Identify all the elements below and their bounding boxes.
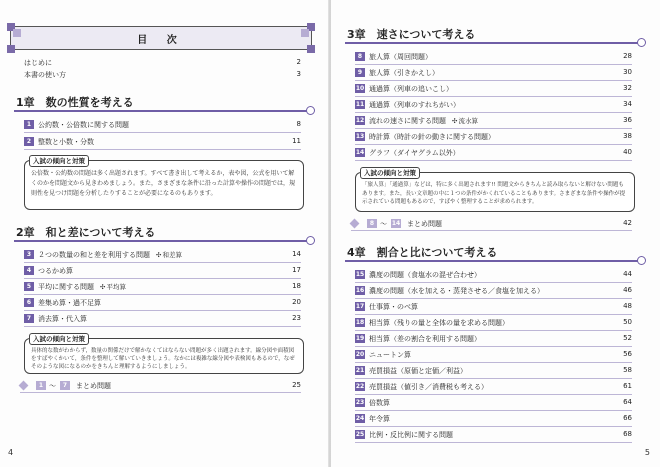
toc-row[interactable] — [355, 284, 632, 299]
topic-number: 4 — [24, 266, 34, 275]
topic-number: 18 — [355, 319, 365, 326]
topic-number: 24 — [355, 415, 365, 422]
tendency-heading: 入試の傾向と対策 — [29, 155, 89, 167]
topic-number: 19 — [355, 335, 365, 342]
topic-label: 売買損益（原価と定価／利益） — [369, 367, 467, 375]
toc-title-box — [10, 26, 312, 50]
topic-number: 5 — [24, 282, 34, 291]
toc-row[interactable] — [24, 248, 301, 263]
toc-row[interactable] — [355, 50, 632, 65]
toc-row[interactable] — [355, 300, 632, 315]
topic-number: 13 — [355, 133, 365, 140]
topic-label: 整数と小数・分数 — [38, 138, 94, 146]
topic-number: 20 — [355, 351, 365, 358]
toc-row[interactable] — [355, 114, 632, 129]
topic-label: つるかめ算 — [38, 267, 73, 275]
topic-label: 濃度の問題（水を加える・蒸発させる／食塩を加える） — [369, 287, 544, 295]
topic-label: 旅人算（周回問題） — [369, 53, 432, 61]
toc-row[interactable] — [355, 82, 632, 97]
toc-row[interactable] — [355, 364, 632, 379]
summary-from: 1 — [36, 381, 46, 390]
topic-page: 18 — [292, 282, 301, 290]
chapter-heading — [14, 224, 319, 242]
summary-label: まとめ問題 — [76, 382, 111, 390]
topic-label: 相当算（差の割合を利用する問題） — [369, 335, 481, 343]
topic-page: 52 — [623, 334, 632, 342]
topic-label: 売買損益（値引き／消費税も考える） — [369, 383, 488, 391]
topic-number: 8 — [355, 52, 365, 61]
topic-number: 1 — [24, 120, 34, 129]
chapter-title: 1章 数の性質を考える — [16, 96, 134, 109]
page-number: 5 — [644, 448, 650, 457]
topic-page: 66 — [623, 414, 632, 422]
topic-number: 15 — [355, 271, 365, 278]
chapter-rule — [14, 240, 309, 242]
topic-number: 23 — [355, 399, 365, 406]
chapter-rule-dot — [637, 256, 646, 265]
method-badge: ✣ 平均算 — [100, 283, 126, 291]
left-page — [0, 0, 329, 467]
topic-label: 消去算・代入算 — [38, 315, 87, 323]
topic-number: 22 — [355, 383, 365, 390]
topic-label: 濃度の問題（食塩水の混ぜ合わせ） — [369, 271, 481, 279]
topic-label: ニュートン算 — [369, 351, 411, 359]
tendency-heading: 入試の傾向と対策 — [29, 333, 89, 345]
topic-label: 通過算（列車の追いこし） — [369, 85, 453, 93]
toc-row[interactable] — [24, 280, 301, 295]
corner-square — [307, 45, 315, 53]
topic-number: 9 — [355, 68, 365, 77]
row-page: 3 — [296, 70, 301, 78]
toc-row[interactable] — [355, 146, 632, 161]
topic-number: 2 — [24, 137, 34, 146]
topic-label — [369, 116, 478, 126]
topic-label-text: 流れの速さに関する問題 — [369, 117, 446, 125]
tendency-box — [355, 169, 635, 212]
topic-page: 28 — [623, 52, 632, 60]
chapter-title: 3章 速さについて考える — [347, 28, 476, 41]
topic-label — [38, 282, 126, 292]
topic-page: 36 — [623, 116, 632, 124]
chapter-rule-dot — [306, 106, 315, 115]
toc-row[interactable] — [355, 66, 632, 81]
summary-page: 25 — [292, 381, 301, 389]
toc-row[interactable] — [24, 296, 301, 311]
chapter-title: 4章 割合と比について考える — [347, 246, 498, 259]
topic-number: 7 — [24, 314, 34, 323]
topic-page: 56 — [623, 350, 632, 358]
topic-page: 14 — [292, 250, 301, 258]
topic-page: 48 — [623, 302, 632, 310]
toc-row[interactable] — [355, 428, 632, 443]
topic-page: 68 — [623, 430, 632, 438]
summary-to: 7 — [60, 381, 70, 390]
chapter-rule — [14, 110, 309, 112]
topic-number: 12 — [355, 117, 365, 124]
topic-number: 6 — [24, 298, 34, 307]
chapter-rule-dot — [306, 236, 315, 245]
topic-number: 14 — [355, 149, 365, 156]
chapter-heading — [345, 26, 650, 44]
topic-label: 年令算 — [369, 415, 390, 423]
topic-page: 50 — [623, 318, 632, 326]
topic-label — [38, 250, 182, 260]
summary-from: 8 — [367, 219, 377, 228]
toc-row[interactable] — [355, 332, 632, 347]
toc-row[interactable] — [355, 380, 632, 395]
page-title: 目 次 — [137, 35, 185, 46]
row-page: 2 — [296, 58, 301, 66]
right-page — [331, 0, 660, 467]
topic-page: 58 — [623, 366, 632, 374]
chapter-title: 2章 和と差について考える — [16, 226, 156, 239]
topic-page: 20 — [292, 298, 301, 306]
tendency-box — [24, 335, 304, 374]
chapter-rule-dot — [637, 38, 646, 47]
topic-label: 通過算（列車のすれちがい） — [369, 101, 460, 109]
topic-label: 相当算（残りの量と全体の量を求める問題） — [369, 319, 509, 327]
summary-page: 42 — [623, 219, 632, 227]
summary-to: 14 — [391, 220, 401, 227]
topic-page: 64 — [623, 398, 632, 406]
topic-page: 11 — [292, 137, 301, 145]
topic-number: 17 — [355, 303, 365, 310]
toc-row[interactable] — [355, 316, 632, 331]
toc-row[interactable] — [24, 312, 301, 327]
summary-row[interactable] — [351, 218, 632, 231]
toc-row[interactable] — [355, 268, 632, 283]
toc-row[interactable] — [24, 118, 301, 133]
toc-row-intro[interactable] — [24, 58, 301, 68]
topic-page: 23 — [292, 314, 301, 322]
chapter-heading — [345, 244, 650, 262]
topic-page: 8 — [296, 120, 301, 128]
topic-label-text: 平均に関する問題 — [38, 283, 94, 291]
topic-page: 34 — [623, 100, 632, 108]
toc-row[interactable] — [355, 98, 632, 113]
topic-label: 比例・反比例に関する問題 — [369, 431, 453, 439]
topic-number: 21 — [355, 367, 365, 374]
method-badge: ✣ 流水算 — [452, 117, 478, 125]
topic-page: 46 — [623, 286, 632, 294]
topic-label: 倍数算 — [369, 399, 390, 407]
topic-label: 旅人算（引きかえし） — [369, 69, 439, 77]
row-label: 本書の使い方 — [24, 71, 66, 79]
page-number: 4 — [8, 448, 14, 457]
method-badge: ✣ 和差算 — [156, 251, 182, 259]
topic-label: 差集め算・過不足算 — [38, 299, 101, 307]
chapter-heading — [14, 94, 319, 112]
tendency-text: 「旅人算」「通過算」などは，特に多く出題されます!! 問題文からきちんと読み取らないと解けない問題もあります。また，長い文章題の中に１つの条件がかくれていることもあります。さまざまな条件や操作が提示されている問題もあるので，すばやく整理することが求められます。 — [362, 182, 626, 205]
topic-number: 25 — [355, 431, 365, 438]
topic-number: 16 — [355, 287, 365, 294]
topic-label: 時計算（時計の針の動きに関する問題） — [369, 133, 495, 141]
topic-page: 61 — [623, 382, 632, 390]
chapter-rule — [345, 260, 640, 262]
topic-number: 3 — [24, 250, 34, 259]
chapter-rule — [345, 42, 640, 44]
toc-row[interactable] — [24, 135, 301, 150]
topic-label: 仕事算・のべ算 — [369, 303, 418, 311]
corner-square — [7, 45, 15, 53]
topic-number: 10 — [355, 85, 365, 92]
topic-label: 公約数・公倍数に関する問題 — [38, 121, 129, 129]
toc-row[interactable] — [355, 412, 632, 427]
summary-label: まとめ問題 — [407, 220, 442, 228]
topic-page: 17 — [292, 266, 301, 274]
tendency-text: 具体的な数がわからず，数量の関係だけで解かなくてはならない問題が多く出題されます。線分図や面積図をすばやくかいて，条件を整理して解いていきましょう。なかには複雑な線分図や表検図もあるので，なぜそのような図になるのかをきちんと理解するようにしましょう。 — [31, 348, 295, 370]
tendency-text: 公倍数・公約数の問題は多く出題されます。すべて書き出して考えるか，表や図，公式を用いて解くのかを問題文から見きわめましょう。また，さまざまな条件に沿った計算や操作の問題では，規則性を見つけ問題を分析したりすることが必要になるのもあります。 — [31, 170, 296, 197]
tilde: 〜 — [49, 382, 56, 390]
topic-page: 32 — [623, 84, 632, 92]
topic-number: 11 — [355, 101, 365, 108]
topic-page: 44 — [623, 270, 632, 278]
row-label: はじめに — [24, 59, 52, 67]
diamond-icon — [19, 381, 29, 391]
toc-row[interactable] — [355, 130, 632, 145]
diamond-icon — [350, 219, 360, 229]
toc-row[interactable] — [355, 348, 632, 363]
topic-label: グラフ（ダイヤグラム以外） — [369, 149, 460, 157]
toc-row[interactable] — [24, 264, 301, 279]
tendency-box — [24, 157, 304, 210]
topic-page: 40 — [623, 148, 632, 156]
summary-row[interactable] — [20, 380, 301, 393]
toc-row[interactable] — [355, 396, 632, 411]
toc-row-usage[interactable] — [24, 70, 301, 80]
topic-page: 30 — [623, 68, 632, 76]
tendency-heading: 入試の傾向と対策 — [360, 167, 420, 179]
topic-label-text: ２つの数量の和と差を利用する問題 — [38, 251, 150, 259]
topic-page: 38 — [623, 132, 632, 140]
tilde: 〜 — [380, 220, 387, 228]
